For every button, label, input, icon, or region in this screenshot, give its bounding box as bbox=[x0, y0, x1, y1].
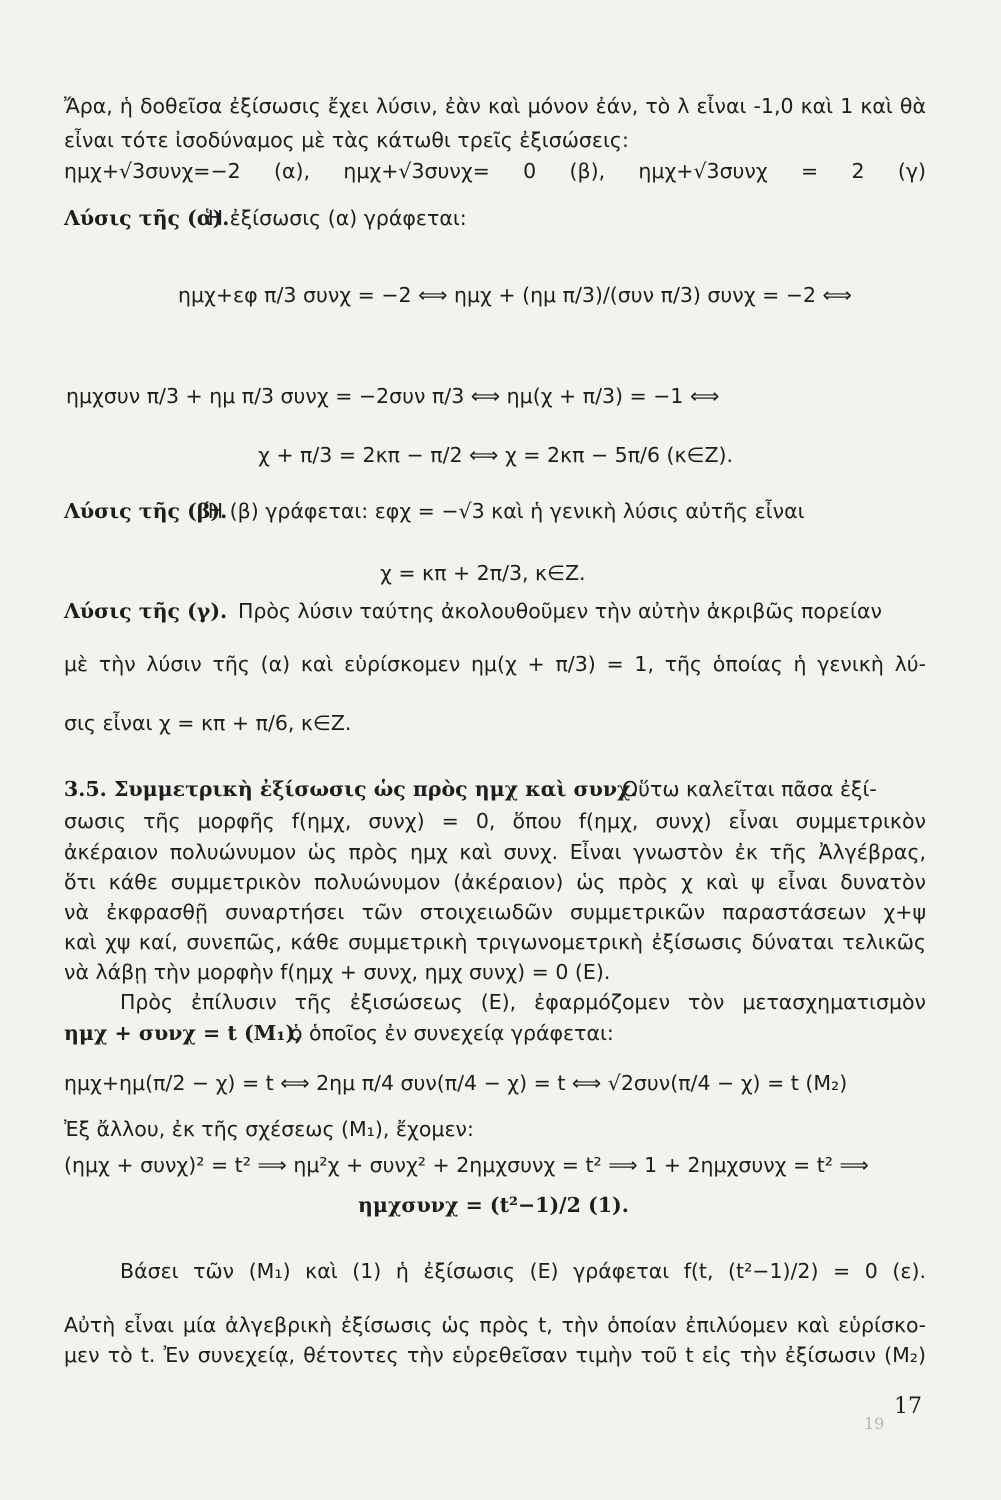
text-line: σωσις τῆς μορφῆς f(ημχ, συνχ) = 0, ὅπου f(ημχ, συνχ) εἶναι συμμετρικὸν bbox=[64, 809, 926, 833]
equation-line: ημχσυν π/3 + ημ π/3 συνχ = −2συν π/3 ⟺ ημ(χ + π/3) = −1 ⟺ bbox=[66, 384, 720, 408]
section-heading: Λύσις τῆς (α). bbox=[64, 206, 230, 230]
page-number: 17 bbox=[894, 1394, 922, 1419]
text-line: ἀκέραιον πολυώνυμον ὡς πρὸς ημχ καὶ συνχ. Εἶναι γνωστὸν ἐκ τῆς Ἀλγέβρας, bbox=[64, 840, 926, 864]
text-line: εἶναι τότε ἰσοδύναμος μὲ τὰς κάτωθι τρεῖς ἐξισώσεις: bbox=[64, 128, 629, 152]
text-line: Ἄρα, ἡ δοθεῖσα ἐξίσωσις ἔχει λύσιν, ἐὰν καὶ μόνον ἐάν, τὸ λ εἶναι -1,0 καὶ 1 καὶ θὰ bbox=[64, 94, 926, 118]
ghost-page-number: 19 bbox=[864, 1414, 885, 1433]
section-heading: 3.5. Συμμετρικὴ ἐξίσωσις ὡς πρὸς ημχ καὶ συνχ. bbox=[64, 777, 638, 801]
text-line: Ἐξ ἄλλου, ἐκ τῆς σχέσεως (Μ₁), ἔχομεν: bbox=[64, 1117, 474, 1141]
text-line: Οὕτω καλεῖται πᾶσα ἐξί- bbox=[622, 777, 877, 801]
equation-line: ημχσυνχ = (t²−1)/2 (1). bbox=[358, 1193, 629, 1217]
text-line: Βάσει τῶν (Μ₁) καὶ (1) ἡ ἐξίσωσις (Ε) γράφεται f(t, (t²−1)/2) = 0 (ε). bbox=[120, 1259, 926, 1283]
equation-line: ημχ+εφ π/3 συνχ = −2 ⟺ ημχ + (ημ π/3)/(συν π/3) συνχ = −2 ⟺ bbox=[178, 283, 852, 307]
text-line: σις εἶναι χ = κπ + π/6, κ∈Z. bbox=[64, 711, 352, 735]
text-line: Πρὸς λύσιν ταύτης ἀκολουθοῦμεν τὴν αὐτὴν ἀκριβῶς πορείαν bbox=[238, 599, 882, 623]
equation-line: χ + π/3 = 2κπ − π/2 ⟺ χ = 2κπ − 5π/6 (κ∈Z). bbox=[258, 443, 734, 467]
equation-line: ημχ+√3συνχ=−2 (α), ημχ+√3συνχ= 0 (β), ημχ+√3συνχ = 2 (γ) bbox=[64, 159, 926, 183]
equation-line: χ = κπ + 2π/3, κ∈Z. bbox=[380, 561, 586, 585]
text-line: νὰ λάβῃ τὴν μορφὴν f(ημχ + συνχ, ημχ συνχ) = 0 (Ε). bbox=[64, 960, 611, 984]
text-line: Ἡ (β) γράφεται: εφχ = −√3 καὶ ἡ γενικὴ λύσις αὐτῆς εἶναι bbox=[206, 499, 805, 523]
text-line: μὲ τὴν λύσιν τῆς (α) καὶ εὑρίσκομεν ημ(χ + π/3) = 1, τῆς ὁποίας ἡ γενικὴ λύ- bbox=[64, 652, 926, 676]
text-line: Πρὸς ἐπίλυσιν τῆς ἐξισώσεως (Ε), ἐφαρμόζομεν τὸν μετασχηματισμὸν bbox=[120, 990, 926, 1014]
text-line: Ἡ ἐξίσωσις (α) γράφεται: bbox=[206, 206, 467, 230]
text-line: καὶ χψ καί, συνεπῶς, κάθε συμμετρικὴ τριγωνομετρικὴ ἐξίσωσις δύναται τελικῶς bbox=[64, 930, 926, 954]
equation-line: ημχ+ημ(π/2 − χ) = t ⟺ 2ημ π/4 συν(π/4 − χ) = t ⟺ √2συν(π/4 − χ) = t (Μ₂) bbox=[64, 1071, 848, 1095]
text-line: ὅτι κάθε συμμετρικὸν πολυώνυμον (ἀκέραιον) ὡς πρὸς χ καὶ ψ εἶναι δυνατὸν bbox=[64, 870, 926, 894]
text-line: ὁ ὁποῖος ἐν συνεχείᾳ γράφεται: bbox=[290, 1021, 614, 1045]
section-heading: Λύσις τῆς (β). bbox=[64, 499, 228, 523]
equation-line: (ημχ + συνχ)² = t² ⟹ ημ²χ + συνχ² + 2ημχσυνχ = t² ⟹ 1 + 2ημχσυνχ = t² ⟹ bbox=[64, 1153, 869, 1177]
text-line: μεν τὸ t. Ἐν συνεχείᾳ, θέτοντες τὴν εὑρεθεῖσαν τιμὴν τοῦ t εἰς τὴν ἐξίσωσιν (Μ₂) bbox=[64, 1343, 926, 1367]
definition-bold: ημχ + συνχ = t (Μ₁), bbox=[64, 1021, 303, 1045]
section-heading: Λύσις τῆς (γ). bbox=[64, 599, 228, 623]
text-line: Αὐτὴ εἶναι μία ἀλγεβρικὴ ἐξίσωσις ὡς πρὸς t, τὴν ὁποίαν ἐπιλύομεν καὶ εὑρίσκο- bbox=[64, 1313, 926, 1337]
text-line: νὰ ἐκφρασθῇ συναρτήσει τῶν στοιχειωδῶν συμμετρικῶν παραστάσεων χ+ψ bbox=[64, 900, 926, 924]
